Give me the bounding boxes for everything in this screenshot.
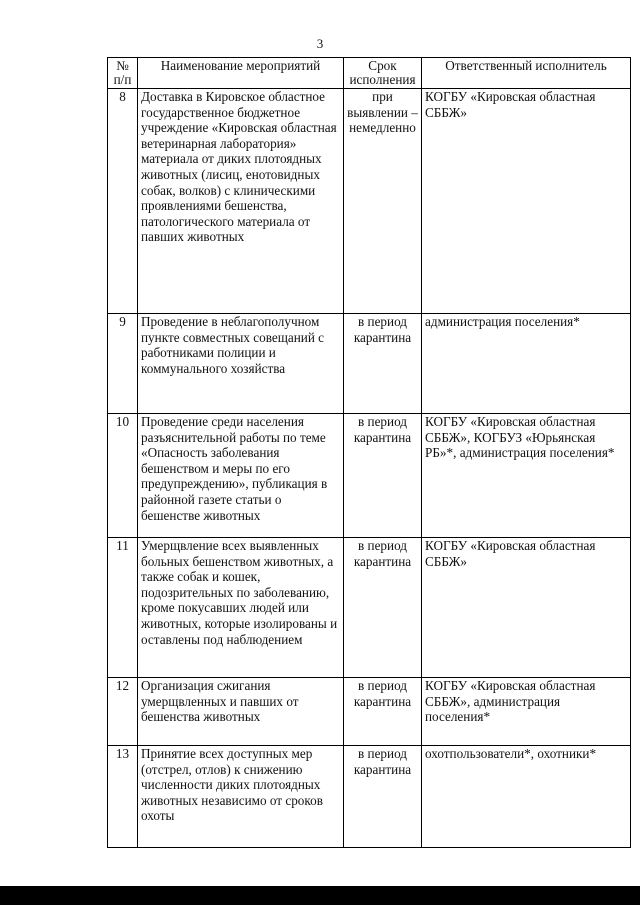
table-row — [108, 678, 631, 746]
row-term: в период карантина — [344, 414, 422, 538]
page-number: 3 — [316, 36, 324, 51]
row-responsible: КОГБУ «Кировская областная СББЖ» — [422, 89, 631, 314]
row-term: в период карантина — [344, 746, 422, 848]
table-header-row — [108, 58, 631, 89]
table-row — [108, 746, 631, 848]
table-row — [108, 314, 631, 414]
row-num: 9 — [108, 314, 138, 414]
row-num: 13 — [108, 746, 138, 848]
measures-table — [107, 57, 631, 848]
row-num: 11 — [108, 538, 138, 678]
row-responsible: КОГБУ «Кировская областная СББЖ» — [422, 538, 631, 678]
table-row — [108, 89, 631, 314]
row-responsible: КОГБУ «Кировская областная СББЖ», КОГБУЗ «Юрьянская РБ»*, администрация поселения* — [422, 414, 631, 538]
header-name: Наименование мероприятий — [138, 58, 344, 89]
row-name: Умерщвление всех выявленных больных бешенством животных, а также собак и кошек, подозрительных по заболеванию, кроме покусавших людей или животных, которые изолированы и оставлены под наблюдением — [138, 538, 344, 678]
header-term: Срок исполнения — [344, 58, 422, 89]
row-name: Доставка в Кировское областное государственное бюджетное учреждение «Кировская областная ветеринарная лаборатория» материала от диких плотоядных животных (лисиц, енотовидных собак, волков) с клиническими проявлениями бешенства, патологического материала от павших животных — [138, 89, 344, 314]
row-responsible: охотпользователи*, охотники* — [422, 746, 631, 848]
row-term: в период карантина — [344, 678, 422, 746]
row-num: 8 — [108, 89, 138, 314]
row-term: в период карантина — [344, 538, 422, 678]
row-term: при выявлении – немедленно — [344, 89, 422, 314]
row-name: Принятие всех доступных мер (отстрел, отлов) к снижению численности диких плотоядных животных независимо от сроков охоты — [138, 746, 344, 848]
row-name: Проведение среди населения разъяснительной работы по теме «Опасность заболевания бешенством и меры по его предупреждению», публикация в районной газете статьи о бешенстве животных — [138, 414, 344, 538]
row-responsible: КОГБУ «Кировская областная СББЖ», администрация поселения* — [422, 678, 631, 746]
row-name: Организация сжигания умерщвленных и павших от бешенства животных — [138, 678, 344, 746]
row-name: Проведение в неблагополучном пункте совместных совещаний с работниками полиции и коммунального хозяйства — [138, 314, 344, 414]
row-num: 12 — [108, 678, 138, 746]
row-term: в период карантина — [344, 314, 422, 414]
scan-edge-bar — [0, 886, 640, 905]
row-num: 10 — [108, 414, 138, 538]
header-responsible: Ответственный исполнитель — [422, 58, 631, 89]
table-row — [108, 538, 631, 678]
row-responsible: администрация поселения* — [422, 314, 631, 414]
table-row — [108, 414, 631, 538]
header-num: № п/п — [108, 58, 138, 89]
